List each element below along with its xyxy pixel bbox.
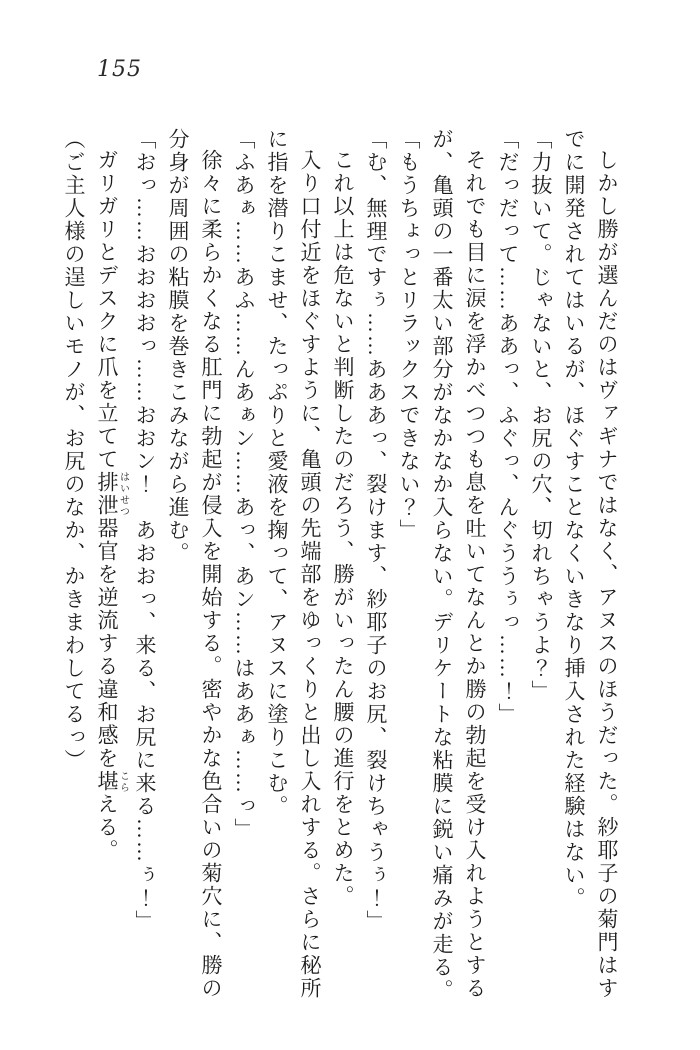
text-column: でに開発されてはいるが、ほぐすことなくいきなり挿入された経験はない。: [562, 128, 586, 910]
text-column: 分身が周囲の粘膜を巻きこみながら進む。: [166, 128, 190, 565]
text-column: 「だっだって……ああっ、ふぐっ、んぐううぅっ……！」: [496, 128, 520, 726]
furigana-annotated-text: 排泄はいせつ: [95, 471, 129, 517]
text-column: 「もうちょっとリラックスできない？」: [397, 128, 421, 542]
text-column: しかし勝が選んだのはヴァギナではなく、アヌスのほうだった。紗耶子の菊門はす: [595, 149, 619, 1000]
text-column: 入り口付近をほぐすように、亀頭の先端部をゆっくりと出し入れする。さらに秘所: [298, 149, 322, 1000]
text-column: ガリガリとデスクに爪を立てて排泄はいせつ器官を逆流する違和感を堪こらえる。: [95, 149, 129, 862]
text-column: （ご主人様の逞しいモノが、お尻のなか、かきまわしてるっ）: [62, 128, 86, 772]
text-column: 徐々に柔らかくなる肛門に勃起が侵入を開始する。密やかな色合いの菊穴に、勝の: [199, 149, 223, 1000]
text-column: それでも目に涙を浮かべつつも息を吐いてなんとか勝の勃起を受け入れようとする: [463, 149, 487, 1000]
text-column: 「おっ……おおおおっ……おおン！ あおおっ、来る、お尻に来る……ぅ！」: [133, 128, 157, 933]
text-column: 「力抜いて。じゃないと、お尻の穴、切れちゃうよ？」: [529, 128, 553, 703]
text-column: 「ふあぁ……あふ……んあぁン……あっ、あン……はああぁ……っ」: [232, 128, 256, 841]
page-number: 155: [97, 57, 142, 82]
text-column: 「む、無理ですぅ……あああっ、裂けます、紗耶子のお尻、裂けちゃうぅ！」: [364, 128, 388, 933]
furigana-annotated-text: 堪こら: [95, 770, 129, 793]
text-column: これ以上は危ないと判断したのだろう、勝がいったん腰の進行をとめた。: [331, 149, 355, 908]
text-column: に指を潜りこませ、たっぷりと愛液を掬って、アヌスに塗りこむ。: [265, 128, 289, 818]
text-block: [62, 128, 623, 1013]
text-column: が、亀頭の一番太い部分がなかなか入らない。デリケートな粘膜に鋭い痛みが走る。: [430, 128, 454, 1002]
